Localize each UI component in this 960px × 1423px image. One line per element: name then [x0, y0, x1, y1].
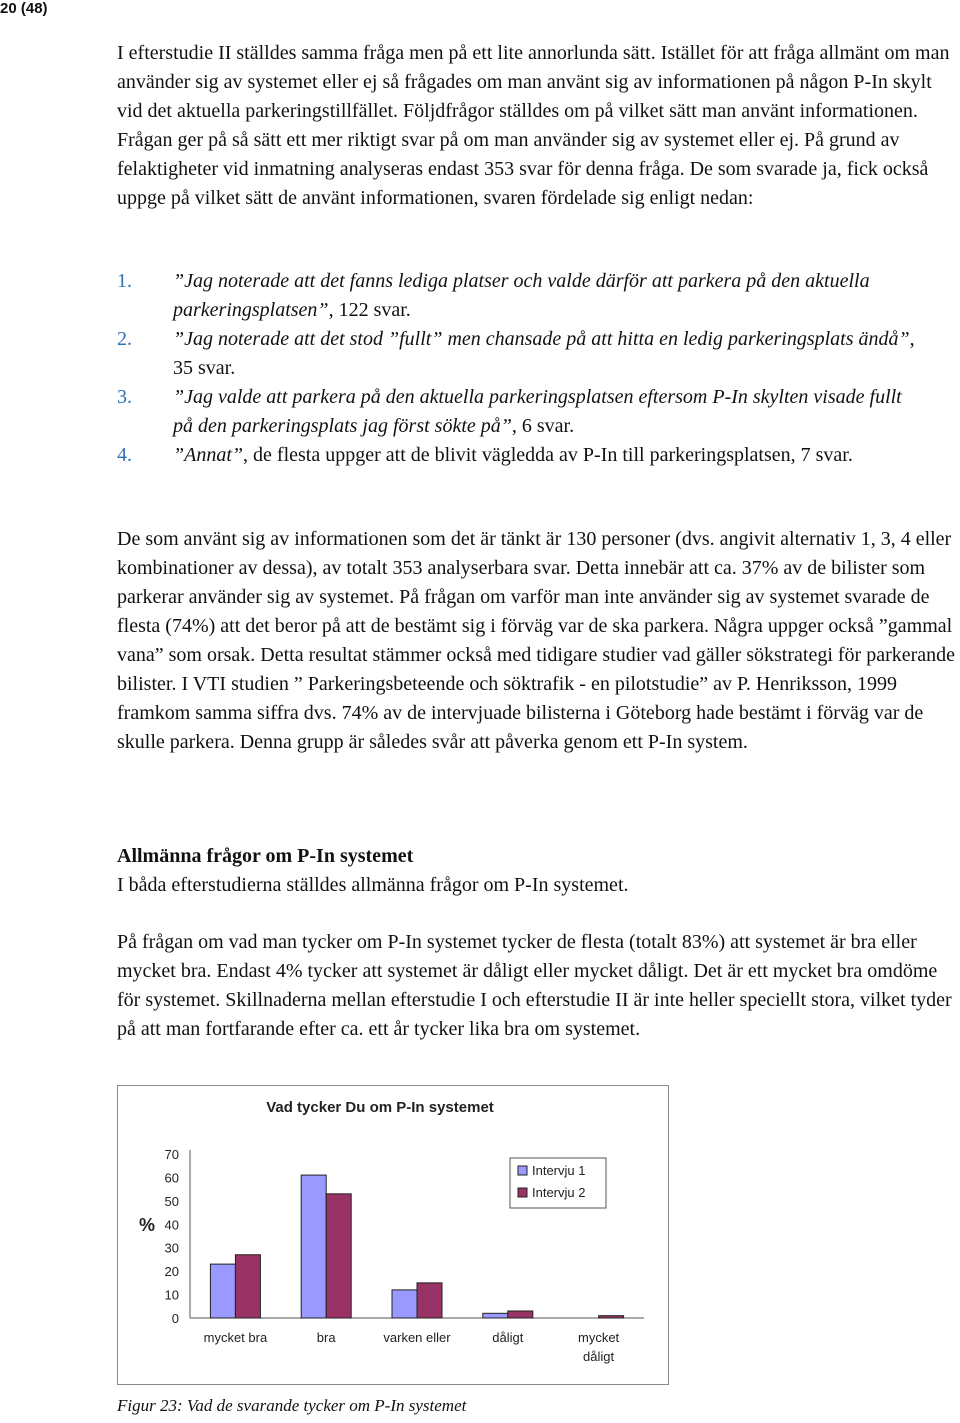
legend-label: Intervju 1 — [532, 1163, 586, 1178]
answer-list — [117, 267, 917, 470]
x-tick-label: dåligt — [492, 1330, 524, 1345]
y-tick-label: 30 — [164, 1240, 179, 1256]
x-tick-label: mycket bra — [203, 1330, 268, 1345]
list-number: 3. — [117, 386, 132, 408]
answer-quote: ”Jag noterade att det fanns lediga platser och valde därför att parkera på den aktuella parkeringsplatsen” — [173, 270, 870, 321]
answer-quote: ”Jag valde att parkera på den aktuella parkeringsplatsen eftersom P-In skylten visade fullt på den parkeringsplats jag först sökte på” — [173, 386, 902, 437]
answer-count: , 35 svar. — [173, 328, 915, 379]
bar-1 — [483, 1313, 508, 1318]
section-heading: Allmänna frågor om P-In systemet — [117, 845, 414, 867]
x-tick-label: mycket — [578, 1330, 620, 1345]
bar-2 — [599, 1316, 624, 1318]
paragraph-analysis: De som använt sig av informationen som det är tänkt är 130 personer (dvs. angivit alternativ 1, 3, 4 eller kombinationer av dessa), av totalt 353 analyserbara svar. Detta innebär att ca. 37% av de bilister som parkerar använder sig av systemet. På frågan om varför man inte använder sig av systemet svarade de flesta (74%) att det beror på att de bestämt sig i förväg var de ska parkera. Några uppger också ”gammal vana” som orsak. Detta resultat stämmer också med tidigare studier vad gäller sökstrategi för parkerande bilister. I VTI studien ” Parkeringsbeteende och söktrafik - en pilotstudie” av P. Henriksson, 1999 framkom samma siffra dvs. 74% av de intervjuade bilisterna i Göteborg hade bestämt i förväg var de skulle parkera. Denna grupp är således svår att påverka genom ett P-In system. — [117, 528, 956, 753]
bar-chart — [118, 1086, 670, 1386]
list-number: 1. — [117, 270, 132, 292]
answer-quote: ”Jag noterade att det stod ”fullt” men chansade på att hitta en ledig parkeringsplats ändå” — [173, 328, 910, 350]
answer-count: , 122 svar. — [328, 299, 411, 321]
list-item — [117, 325, 917, 383]
x-tick-label: varken eller — [383, 1330, 451, 1345]
paragraph-section-intro: I båda efterstudierna ställdes allmänna frågor om P-In systemet. — [117, 874, 629, 896]
answer-count: , 6 svar. — [511, 415, 575, 437]
legend-swatch — [518, 1188, 527, 1197]
bar-1 — [392, 1290, 417, 1318]
y-tick-label: 40 — [164, 1217, 179, 1233]
y-axis-label: % — [138, 1215, 156, 1235]
y-tick-label: 20 — [164, 1264, 179, 1280]
list-item — [117, 383, 917, 441]
y-tick-label: 60 — [164, 1170, 179, 1186]
list-item — [117, 441, 917, 470]
bar-2 — [417, 1283, 442, 1318]
list-number: 2. — [117, 328, 132, 350]
list-item — [117, 267, 917, 325]
answer-quote: ”Annat” — [173, 444, 244, 466]
y-tick-label: 50 — [164, 1193, 179, 1209]
page-number: 20 (48) — [0, 0, 48, 17]
bar-2 — [235, 1255, 260, 1318]
x-tick-label: dåligt — [583, 1349, 615, 1364]
list-number: 4. — [117, 444, 132, 466]
x-tick-label: bra — [316, 1330, 336, 1345]
y-tick-label: 0 — [171, 1311, 179, 1326]
legend-label: Intervju 2 — [532, 1185, 586, 1200]
bar-2 — [326, 1194, 351, 1318]
bar-1 — [210, 1264, 235, 1318]
bar-1 — [301, 1175, 326, 1318]
figure-caption: Figur 23: Vad de svarande tycker om P-In systemet — [117, 1396, 467, 1415]
bar-2 — [508, 1311, 533, 1318]
paragraph-intro: I efterstudie II ställdes samma fråga men på ett lite annorlunda sätt. Istället för att fråga allmänt om man använder sig av systemet eller ej så frågades om man använt sig av informationen på någon P-In skylt vid det aktuella parkeringstillfället. Följdfrågor ställdes om på vilket sätt man använt informationen. Frågan ger på så sätt ett mer riktigt svar på om man använder sig av systemet eller ej. På grund av felaktigheter vid inmatning analyseras endast 353 svar för denna fråga. De som svarade ja, fick också uppge på vilket sätt de använt informationen, svaren fördelade sig enligt nedan: — [117, 42, 950, 209]
legend-swatch — [518, 1166, 527, 1175]
y-tick-label: 10 — [164, 1287, 179, 1303]
paragraph-opinion: På frågan om vad man tycker om P-In systemet tycker de flesta (totalt 83%) att systemet är bra eller mycket bra. Endast 4% tycker att systemet är dåligt eller mycket dåligt. Det är ett mycket bra omdöme för systemet. Skillnaderna mellan efterstudie I och efterstudie II är inte heller speciellt stora, vilket tyder på att man fortfarande efter ca. ett år tycker lika bra om systemet. — [117, 931, 952, 1040]
chart-title: Vad tycker Du om P-In systemet — [266, 1099, 494, 1116]
y-tick-label: 70 — [164, 1147, 179, 1162]
chart-frame — [117, 1085, 669, 1385]
answer-count: , de flesta uppger att de blivit vägledda av P-In till parkeringsplatsen, 7 svar. — [243, 444, 853, 466]
